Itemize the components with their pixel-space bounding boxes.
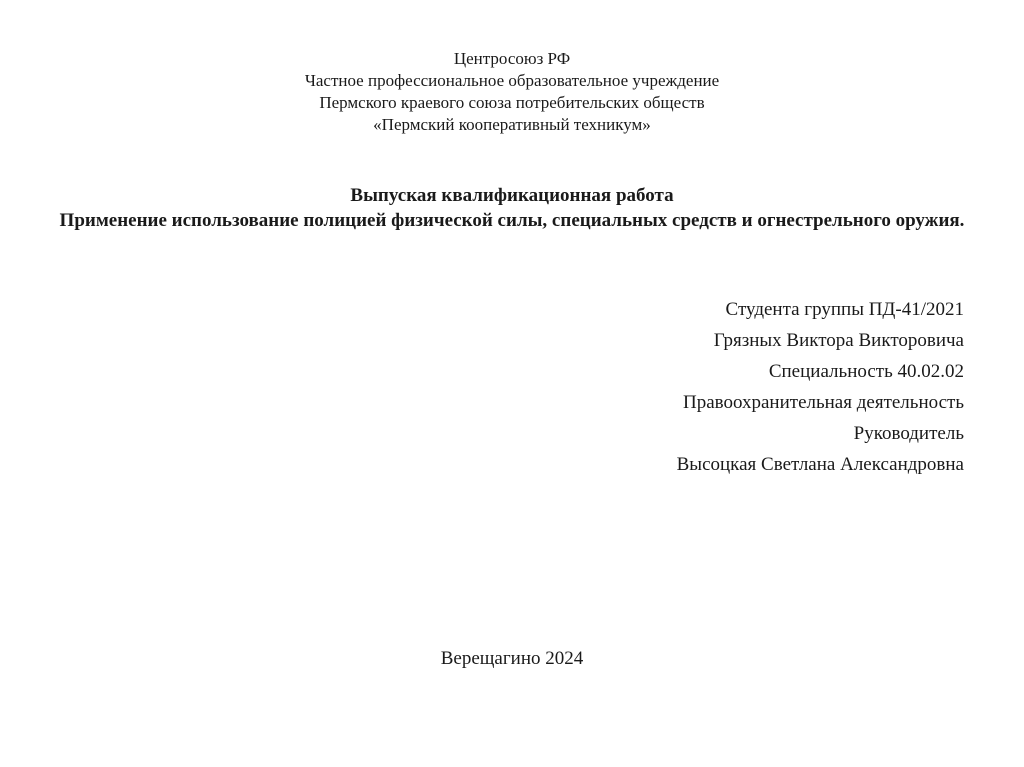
header-union: Пермского краевого союза потребительских обществ — [319, 93, 705, 112]
header-organization: Центросоюз РФ — [453, 49, 571, 68]
city-year: Верещагино 2024 — [440, 648, 584, 669]
thesis-title-block — [40, 183, 984, 233]
work-type-heading: Выпуская квалификационная работа — [350, 185, 674, 206]
header-institution-type: Частное профессиональное образовательное учреждение — [304, 71, 720, 90]
supervisor-label: Руководитель — [853, 423, 964, 444]
author-info-block — [364, 294, 964, 480]
specialty-name: Правоохранительная деятельность — [682, 392, 964, 413]
student-name: Грязных Виктора Викторовича — [713, 330, 964, 351]
student-group: Студента группы ПД-41/2021 — [725, 299, 964, 320]
supervisor-name: Высоцкая Светлана Александровна — [676, 454, 964, 475]
institution-header — [0, 48, 1024, 136]
thesis-topic: Применение использование полицией физической силы, специальных средств и огнестрельного оружия. — [59, 210, 965, 231]
specialty-code: Специальность 40.02.02 — [768, 361, 964, 382]
header-institution-name: «Пермский кооперативный техникум» — [373, 115, 651, 134]
